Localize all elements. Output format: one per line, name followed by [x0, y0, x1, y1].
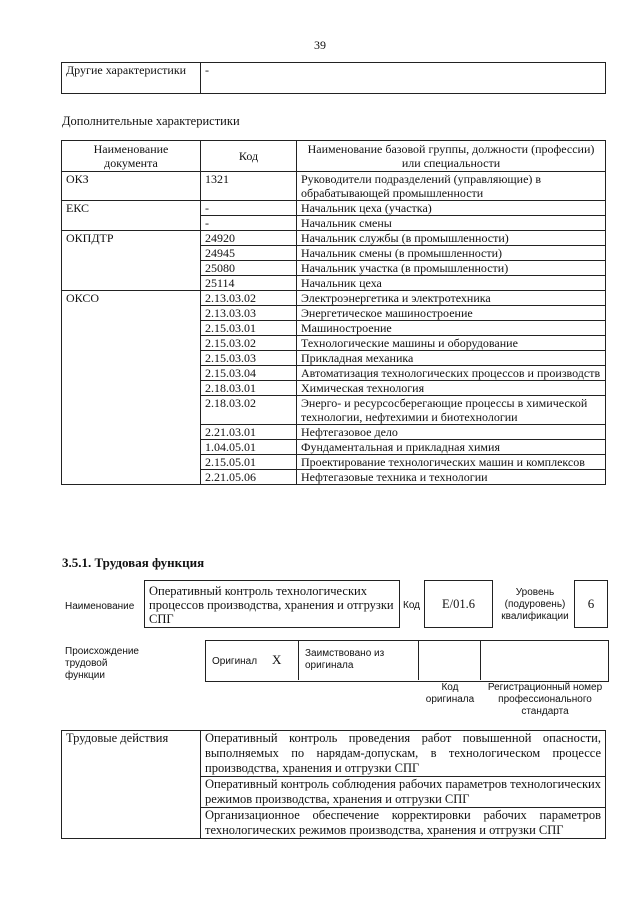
code-cell: 2.15.03.01 [201, 321, 297, 336]
code-cell: 2.15.03.02 [201, 336, 297, 351]
code-cell: 2.15.03.04 [201, 366, 297, 381]
table-row [62, 231, 606, 246]
labor-actions-label: Трудовые действия [62, 731, 201, 839]
other-characteristics-label: Другие характеристики [62, 63, 201, 94]
original-mark: X [272, 652, 282, 667]
level-value: 6 [587, 596, 595, 611]
other-characteristics-value: - [201, 63, 606, 94]
borrowed-label: Заимствовано из оригинала [305, 648, 385, 671]
code-cell: 2.15.05.01 [201, 455, 297, 470]
code-cell: 2.18.03.01 [201, 381, 297, 396]
additional-characteristics-table [61, 140, 606, 485]
function-code-value: E/01.6 [442, 597, 475, 611]
header-code: Код [201, 141, 297, 172]
code-cell: 2.18.03.02 [201, 396, 297, 425]
table-row [62, 291, 606, 306]
doc-cell: ОКЗ [62, 172, 201, 201]
original-label: Оригинал [212, 656, 258, 667]
name-box [144, 580, 400, 628]
labor-action-row [62, 731, 606, 777]
code-original-label: Код оригинала [425, 682, 475, 705]
level-label: Уровень (подуровень) квалификации [501, 587, 569, 622]
name-cell: Нефтегазовое дело [297, 425, 606, 440]
code-original-cell [418, 640, 481, 680]
table-row [62, 201, 606, 216]
name-cell: Прикладная механика [297, 351, 606, 366]
name-cell: Электроэнергетика и электротехника [297, 291, 606, 306]
code-cell: 1321 [201, 172, 297, 201]
code-cell: 2.21.05.06 [201, 470, 297, 485]
code-label: Код [403, 600, 421, 611]
doc-cell: ОКСО [62, 291, 201, 485]
table-row [62, 172, 606, 201]
header-document: Наименование документа [62, 141, 201, 172]
code-cell: 2.13.03.02 [201, 291, 297, 306]
code-cell: 24945 [201, 246, 297, 261]
name-cell: Начальник цеха [297, 276, 606, 291]
name-cell: Химическая технология [297, 381, 606, 396]
name-cell: Нефтегазовые техника и технологии [297, 470, 606, 485]
page-number: 39 [314, 38, 326, 52]
name-cell: Автоматизация технологических процессов и производств [297, 366, 606, 381]
code-cell: 2.13.03.03 [201, 306, 297, 321]
name-cell: Технологические машины и оборудование [297, 336, 606, 351]
name-cell: Начальник участка (в промышленности) [297, 261, 606, 276]
name-cell: Фундаментальная и прикладная химия [297, 440, 606, 455]
level-box [574, 580, 608, 628]
other-characteristics-table [61, 62, 606, 94]
name-cell: Проектирование технологических машин и комплексов [297, 455, 606, 470]
labor-action-item: Оперативный контроль соблюдения рабочих параметров технологических режимов производства, хранения и отгрузки СПГ [201, 777, 606, 808]
header-name: Наименование базовой группы, должности (профессии) или специальности [297, 141, 606, 172]
name-label: Наименование [65, 601, 135, 612]
name-cell: Начальник цеха (участка) [297, 201, 606, 216]
labor-action-item: Оперативный контроль проведения работ повышенной опасности, выполняемых по нарядам-допускам, в технологическом процессе производства, хранения и отгрузки СПГ [201, 731, 606, 777]
reg-number-label: Регистрационный номер профессионального стандарта [487, 682, 603, 717]
code-cell: - [201, 216, 297, 231]
doc-cell: ЕКС [62, 201, 201, 231]
additional-characteristics-title: Дополнительные характеристики [62, 114, 240, 128]
code-cell: 2.21.03.01 [201, 425, 297, 440]
code-cell: - [201, 201, 297, 216]
function-name-value: Оперативный контроль технологических процессов производства, хранения и отгрузки СПГ [149, 584, 394, 626]
origin-label: Происхождение трудовой функции [65, 646, 139, 681]
doc-cell: ОКПДТР [62, 231, 201, 291]
name-cell: Начальник смены (в промышленности) [297, 246, 606, 261]
labor-actions-table [61, 730, 606, 839]
name-cell: Начальник службы (в промышленности) [297, 231, 606, 246]
code-cell: 1.04.05.01 [201, 440, 297, 455]
name-cell: Энергетическое машиностроение [297, 306, 606, 321]
code-cell: 25080 [201, 261, 297, 276]
code-cell: 2.15.03.03 [201, 351, 297, 366]
labor-function-title: 3.5.1. Трудовая функция [62, 555, 205, 570]
name-cell: Руководители подразделений (управляющие) в обрабатывающей промышленности [297, 172, 606, 201]
name-cell: Энерго- и ресурсосберегающие процессы в химической технологии, нефтехимии и биотехнологии [297, 396, 606, 425]
code-cell: 24920 [201, 231, 297, 246]
name-cell: Машиностроение [297, 321, 606, 336]
code-cell: 25114 [201, 276, 297, 291]
code-box [424, 580, 493, 628]
labor-action-item: Организационное обеспечение корректировки рабочих параметров технологических режимов производства, хранения и отгрузки СПГ [201, 808, 606, 839]
name-cell: Начальник смены [297, 216, 606, 231]
